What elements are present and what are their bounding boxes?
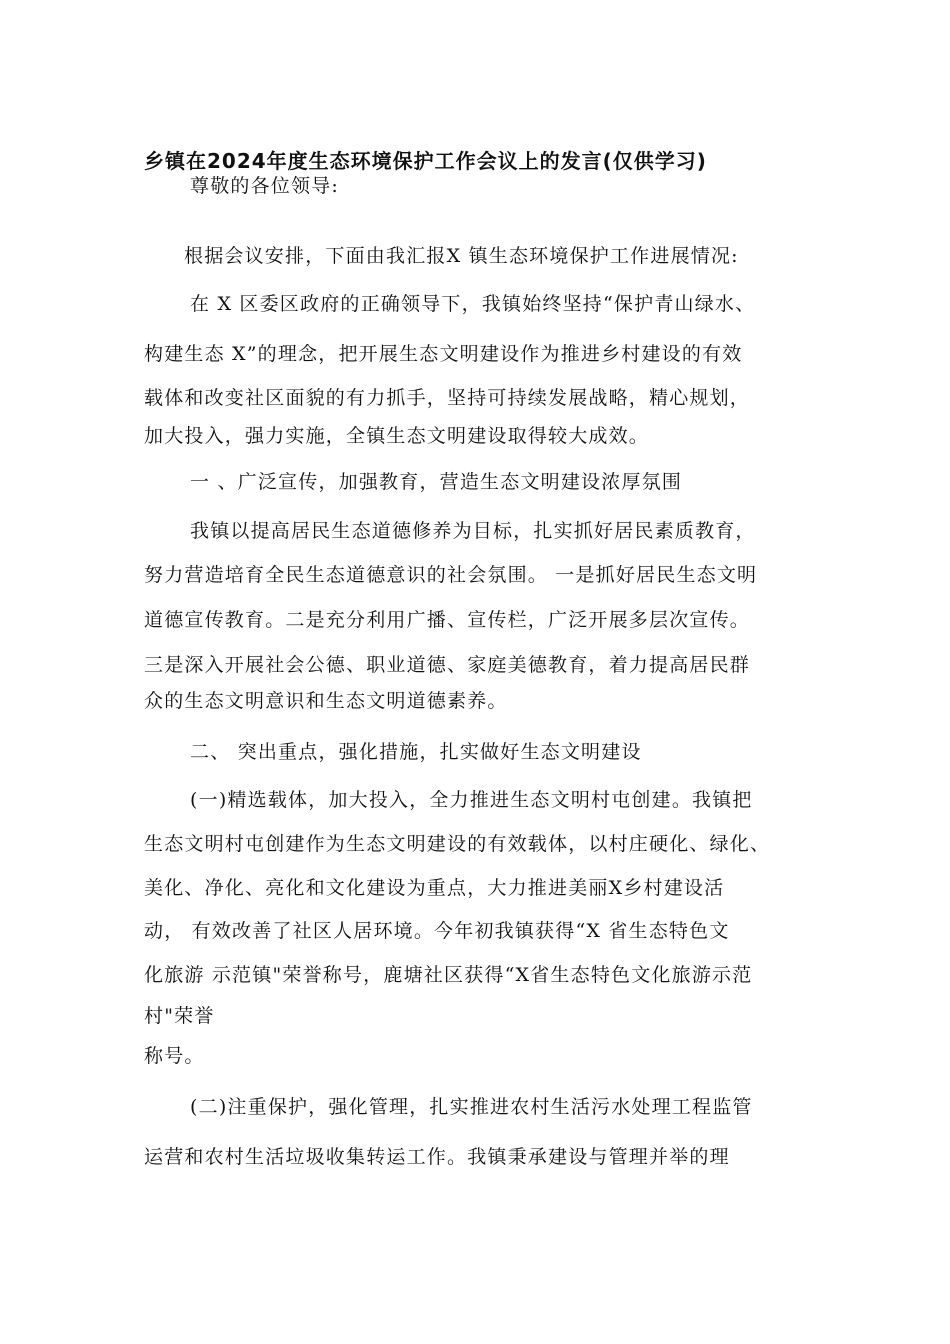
paragraph-line: 美化、净化、亮化和文化建设为重点，大力推进美丽X乡村建设活 [144, 877, 725, 899]
paragraph-line: 加大投入，强力实施，全镇生态文明建设取得较大成效。 [144, 425, 650, 447]
paragraph-line: 道德宣传教育。二是充分利用广播、宣传栏，广泛开展多层次宣传。 [144, 609, 751, 631]
paragraph-line: 载体和改变社区面貌的有力抓手，坚持可持续发展战略，精心规划， [144, 387, 751, 409]
paragraph-line: 运营和农村生活垃圾收集转运工作。我镇秉承建设与管理并举的理 [144, 1146, 730, 1168]
paragraph-line: 村"荣誉 [144, 1005, 215, 1027]
section-heading: 一 、广泛宣传，加强教育，营造生态文明建设浓厚氛围 [190, 471, 683, 493]
paragraph-line: 努力营造培育全民生态道德意识的社会氛围。 一是抓好居民生态文明 [144, 564, 758, 586]
paragraph-line: 化旅游 示范镇"荣誉称号，鹿塘社区获得“X省生态特色文化旅游示范 [144, 964, 753, 986]
paragraph-line: 众的生态文明意识和生态文明道德素养。 [144, 690, 508, 712]
document-title: 乡镇在2024年度生态环境保护工作会议上的发言(仅供学习) [144, 149, 707, 173]
paragraph-line: 在 X 区委区政府的正确领导下，我镇始终坚持“保护青山绿水、 [190, 293, 756, 315]
paragraph-line: 三是深入开展社会公德、职业道德、家庭美德教育，着力提高居民群 [144, 654, 751, 676]
section-heading: 二、 突出重点，强化措施，扎实做好生态文明建设 [190, 741, 642, 763]
paragraph-line: 称号。 [144, 1045, 205, 1067]
paragraph-line: (一)精选载体，加大投入，全力推进生态文明村屯创建。我镇把 [190, 789, 753, 811]
paragraph-line: 根据会议安排，下面由我汇报X 镇生态环境保护工作进展情况: [184, 245, 739, 267]
paragraph-line: 我镇以提高居民生态道德修养为目标，扎实抓好居民素质教育， [190, 520, 756, 542]
salutation: 尊敬的各位领导: [190, 175, 340, 197]
paragraph-line: 构建生态 X”的理念，把开展生态文明建设作为推进乡村建设的有效 [144, 343, 743, 365]
paragraph-line: (二)注重保护，强化管理，扎实推进农村生活污水处理工程监管 [190, 1096, 753, 1118]
paragraph-line: 动， 有效改善了社区人居环境。今年初我镇获得“X 省生态特色文 [144, 920, 730, 942]
paragraph-line: 生态文明村屯创建作为生态文明建设的有效载体，以村庄硬化、绿化、 [144, 833, 771, 855]
